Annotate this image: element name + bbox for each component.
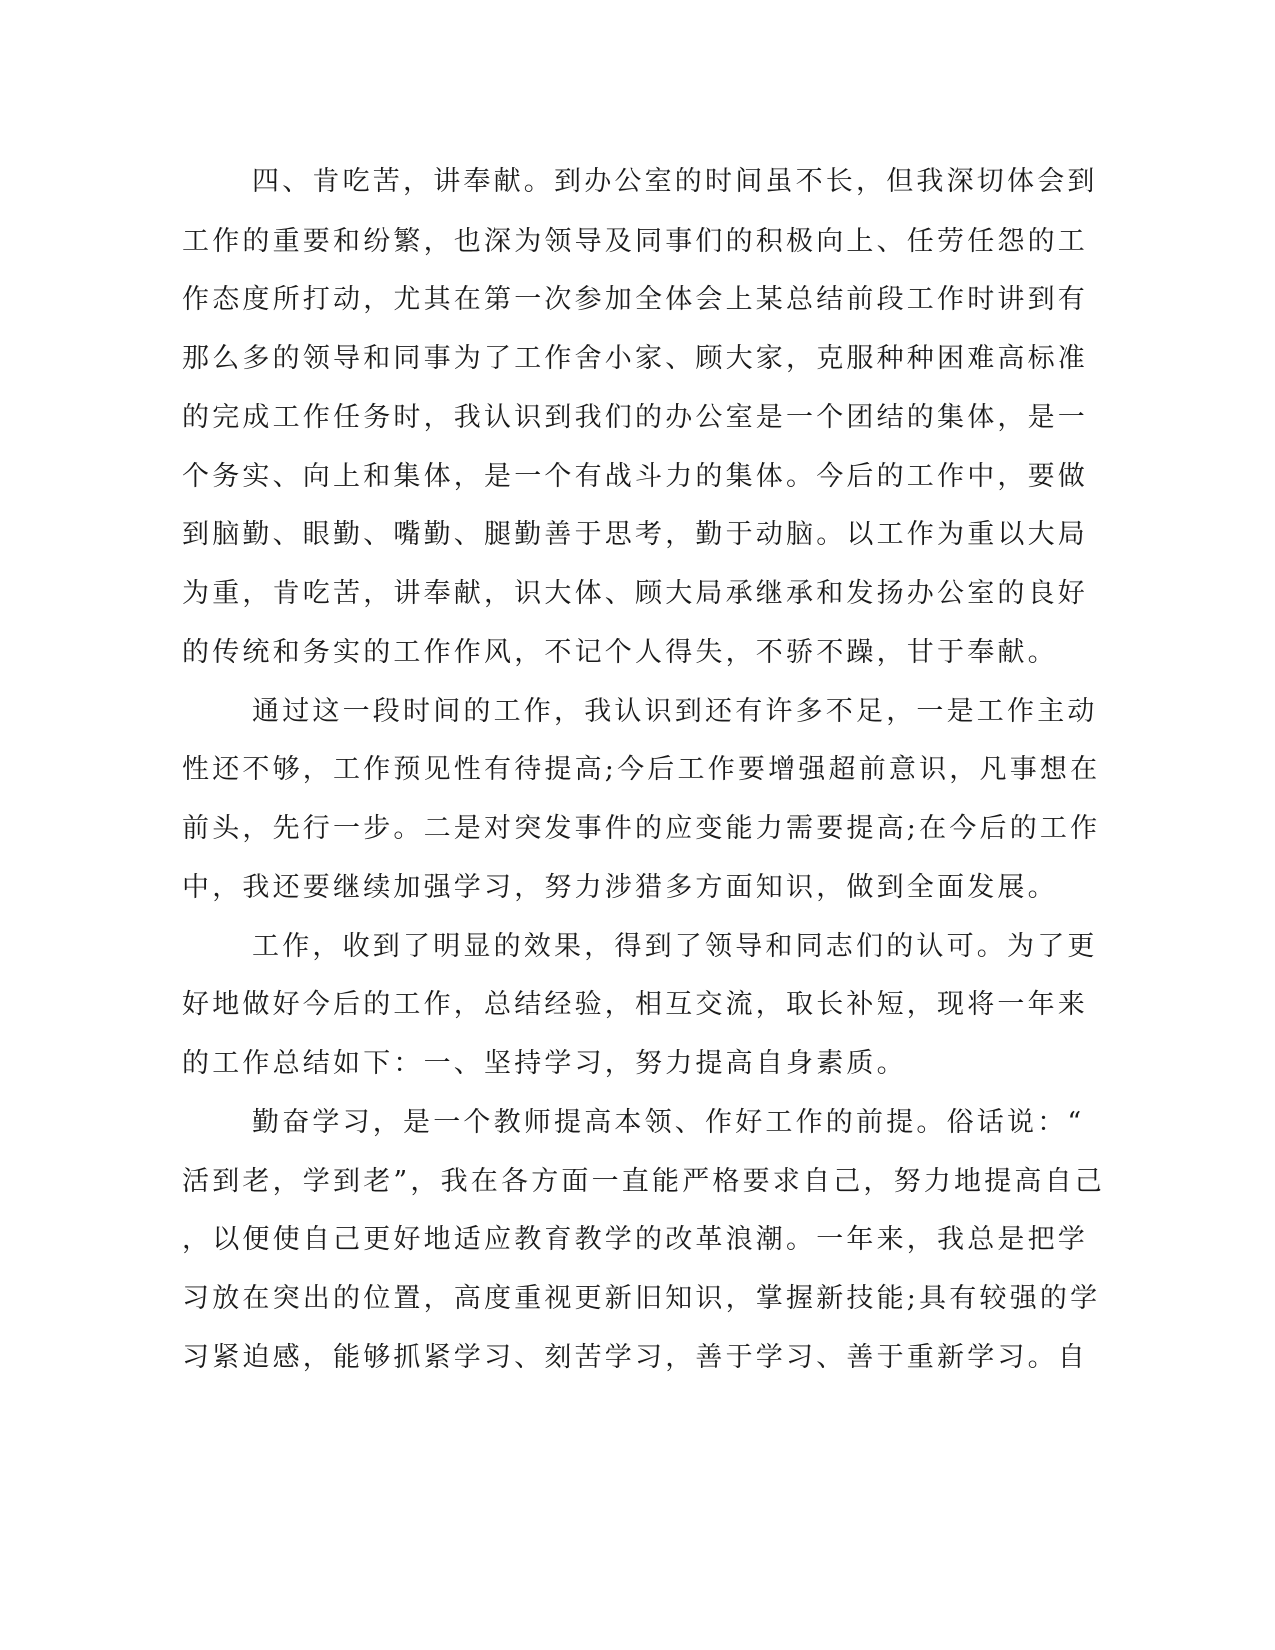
paragraph-line: 个务实、向上和集体，是一个有战斗力的集体。今后的工作中，要做 — [182, 461, 1088, 492]
paragraph-line: 习紧迫感，能够抓紧学习、刻苦学习，善于学习、善于重新学习。自 — [182, 1342, 1088, 1373]
paragraph-line: 工作的重要和纷繁，也深为领导及同事们的积极向上、任劳任怨的工 — [182, 226, 1088, 257]
paragraph-line: 工作，收到了明显的效果，得到了领导和同志们的认可。为了更 — [252, 931, 1098, 962]
paragraph-line: 习放在突出的位置，高度重视更新旧知识，掌握新技能;具有较强的学 — [182, 1283, 1101, 1314]
paragraph-line: 性还不够，工作预见性有待提高;今后工作要增强超前意识，凡事想在 — [182, 754, 1101, 785]
paragraph-line: 勤奋学习，是一个教师提高本领、作好工作的前提。俗话说：“ — [252, 1107, 1085, 1138]
paragraph-line: 为重，肯吃苦，讲奉献，识大体、顾大局承继承和发扬办公室的良好 — [182, 578, 1088, 609]
paragraph-line: 的完成工作任务时，我认识到我们的办公室是一个团结的集体，是一 — [182, 402, 1088, 433]
paragraph-line: 的传统和务实的工作作风，不记个人得失，不骄不躁，甘于奉献。 — [182, 637, 1058, 668]
paragraph-line: 到脑勤、眼勤、嘴勤、腿勤善于思考，勤于动脑。以工作为重以大局 — [182, 519, 1088, 550]
paragraph-line: ，以便使自己更好地适应教育教学的改革浪潮。一年来，我总是把学 — [182, 1224, 1088, 1255]
paragraph-line: 好地做好今后的工作，总结经验，相互交流，取长补短，现将一年来 — [182, 989, 1088, 1020]
paragraph-line: 的工作总结如下：一、坚持学习，努力提高自身素质。 — [182, 1048, 907, 1079]
paragraph-line: 那么多的领导和同事为了工作舍小家、顾大家，克服种种困难高标准 — [182, 343, 1088, 374]
paragraph-line: 通过这一段时间的工作，我认识到还有许多不足，一是工作主动 — [252, 696, 1098, 727]
paragraph-line: 活到老，学到老”，我在各方面一直能严格要求自己，努力地提高自己 — [182, 1166, 1106, 1197]
paragraph-line: 作态度所打动，尤其在第一次参加全体会上某总结前段工作时讲到有 — [182, 284, 1088, 315]
paragraph-line: 前头，先行一步。二是对突发事件的应变能力需要提高;在今后的工作 — [182, 813, 1101, 844]
paragraph-line: 四、肯吃苦，讲奉献。到办公室的时间虽不长，但我深切体会到 — [252, 166, 1098, 197]
paragraph-line: 中，我还要继续加强学习，努力涉猎多方面知识，做到全面发展。 — [182, 872, 1058, 903]
